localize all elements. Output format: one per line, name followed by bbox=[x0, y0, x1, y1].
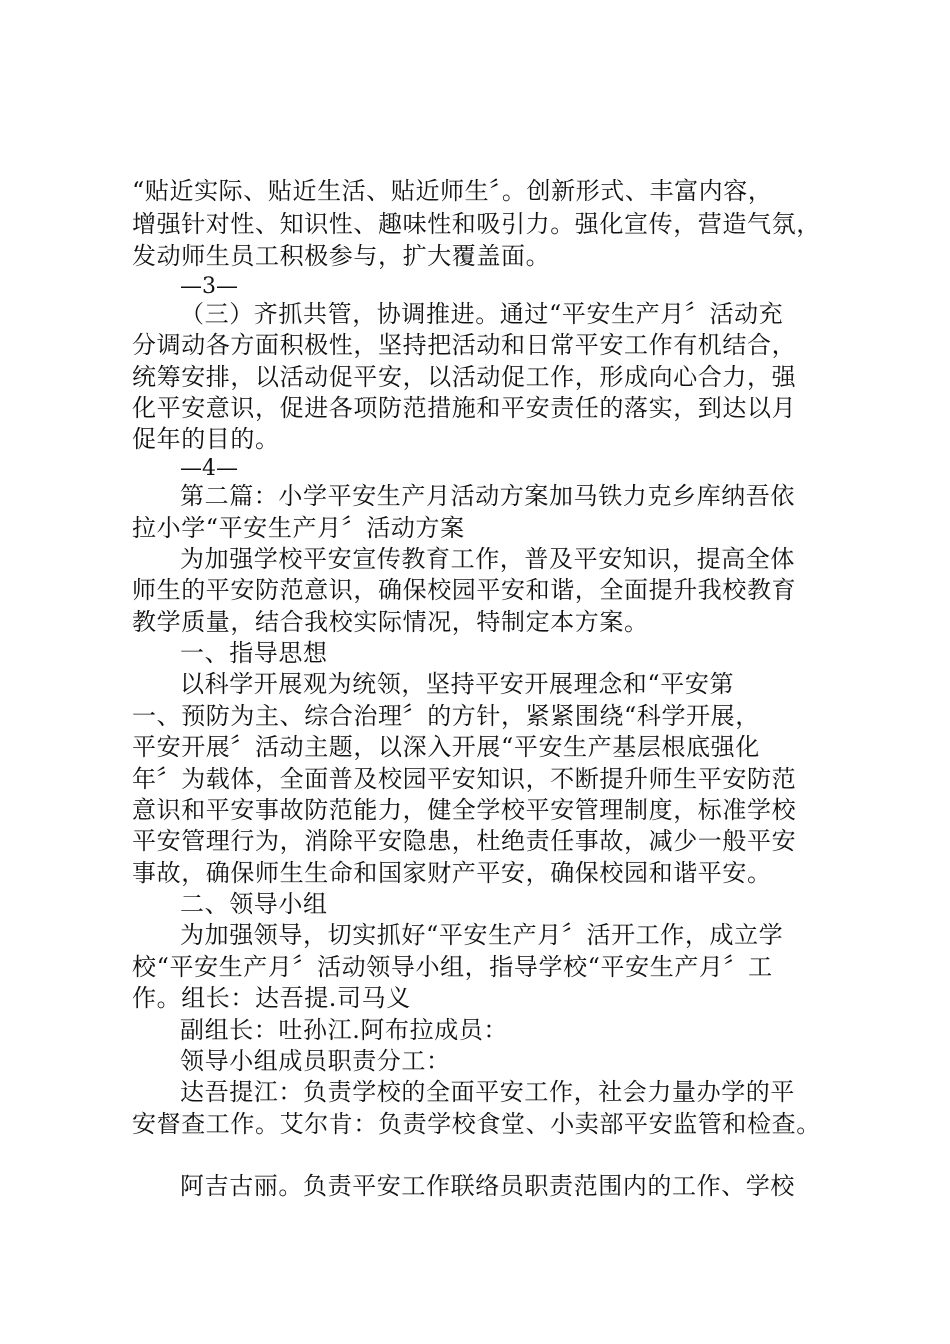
text-line: 为加强领导，切实抓好“平安生产月〞活开工作，成立学 bbox=[180, 921, 784, 949]
text-line: 增强针对性、知识性、趣味性和吸引力。强化宣传，营造气氛， bbox=[132, 210, 821, 238]
text-line: 副组长：吐孙江.阿布拉成员： bbox=[180, 1016, 509, 1044]
section-title: 第二篇：小学平安生产月活动方案加马铁力克乡库纳吾依 bbox=[180, 482, 795, 510]
text-line: 教学质量，结合我校实际情况，特制定本方案。 bbox=[132, 608, 649, 636]
text-line: 平安开展〞活动主题，以深入开展“平安生产基层根底强化 bbox=[132, 733, 760, 761]
text-line: 平安管理行为，消除平安隐患，杜绝责任事故，减少一般平安 bbox=[132, 827, 797, 855]
text-line: 领导小组成员职责分工： bbox=[180, 1047, 451, 1075]
text-line: 意识和平安事故防范能力，健全学校平安管理制度，标准学校 bbox=[132, 796, 797, 824]
text-line: 安督查工作。艾尔肯：负责学校食堂、小卖部平安监管和检查。 bbox=[132, 1110, 821, 1138]
text-line: 分调动各方面积极性，坚持把活动和日常平安工作有机结合， bbox=[132, 331, 797, 359]
text-line: 年〞为载体，全面普及校园平安知识，不断提升师生平安防范 bbox=[132, 765, 797, 793]
text-line: 为加强学校平安宣传教育工作，普及平安知识，提高全体 bbox=[180, 545, 795, 573]
text-line: “贴近实际、贴近生活、贴近师生〞。创新形式、丰富内容， bbox=[132, 177, 773, 205]
text-line: 一、预防为主、综合治理〞的方针，紧紧围绕“科学开展， bbox=[132, 702, 760, 730]
text-line: 校“平安生产月〞活动领导小组，指导学校“平安生产月〞工 bbox=[132, 953, 773, 981]
page-number: —3— bbox=[180, 274, 238, 299]
text-line: 促年的目的。 bbox=[132, 425, 280, 453]
text-line: 阿吉古丽。负责平安工作联络员职责范围内的工作、学校 bbox=[180, 1172, 795, 1200]
text-line: 发动师生员工积极参与，扩大覆盖面。 bbox=[132, 242, 551, 270]
text-line: 化平安意识，促进各项防范措施和平安责任的落实，到达以月 bbox=[132, 394, 797, 422]
text-line: 事故，确保师生生命和国家财产平安，确保校园和谐平安。 bbox=[132, 859, 772, 887]
text-line: 统筹安排，以活动促平安，以活动促工作，形成向心合力，强 bbox=[132, 363, 797, 391]
text-line: 拉小学“平安生产月〞活动方案 bbox=[132, 514, 465, 542]
section-heading: 一、指导思想 bbox=[180, 639, 328, 667]
text-line: 作。组长：达吾提.司马义 bbox=[132, 984, 411, 1012]
text-line: 师生的平安防范意识，确保校园平安和谐，全面提升我校教育 bbox=[132, 576, 797, 604]
text-line: （三）齐抓共管，协调推进。通过“平安生产月〞活动充 bbox=[180, 300, 784, 328]
page-number: —4— bbox=[180, 456, 238, 481]
text-line: 达吾提江：负责学校的全面平安工作，社会力量办学的平 bbox=[180, 1078, 795, 1106]
text-line: 以科学开展观为统领，坚持平安开展理念和“平安第 bbox=[180, 670, 735, 698]
section-heading: 二、领导小组 bbox=[180, 890, 328, 918]
